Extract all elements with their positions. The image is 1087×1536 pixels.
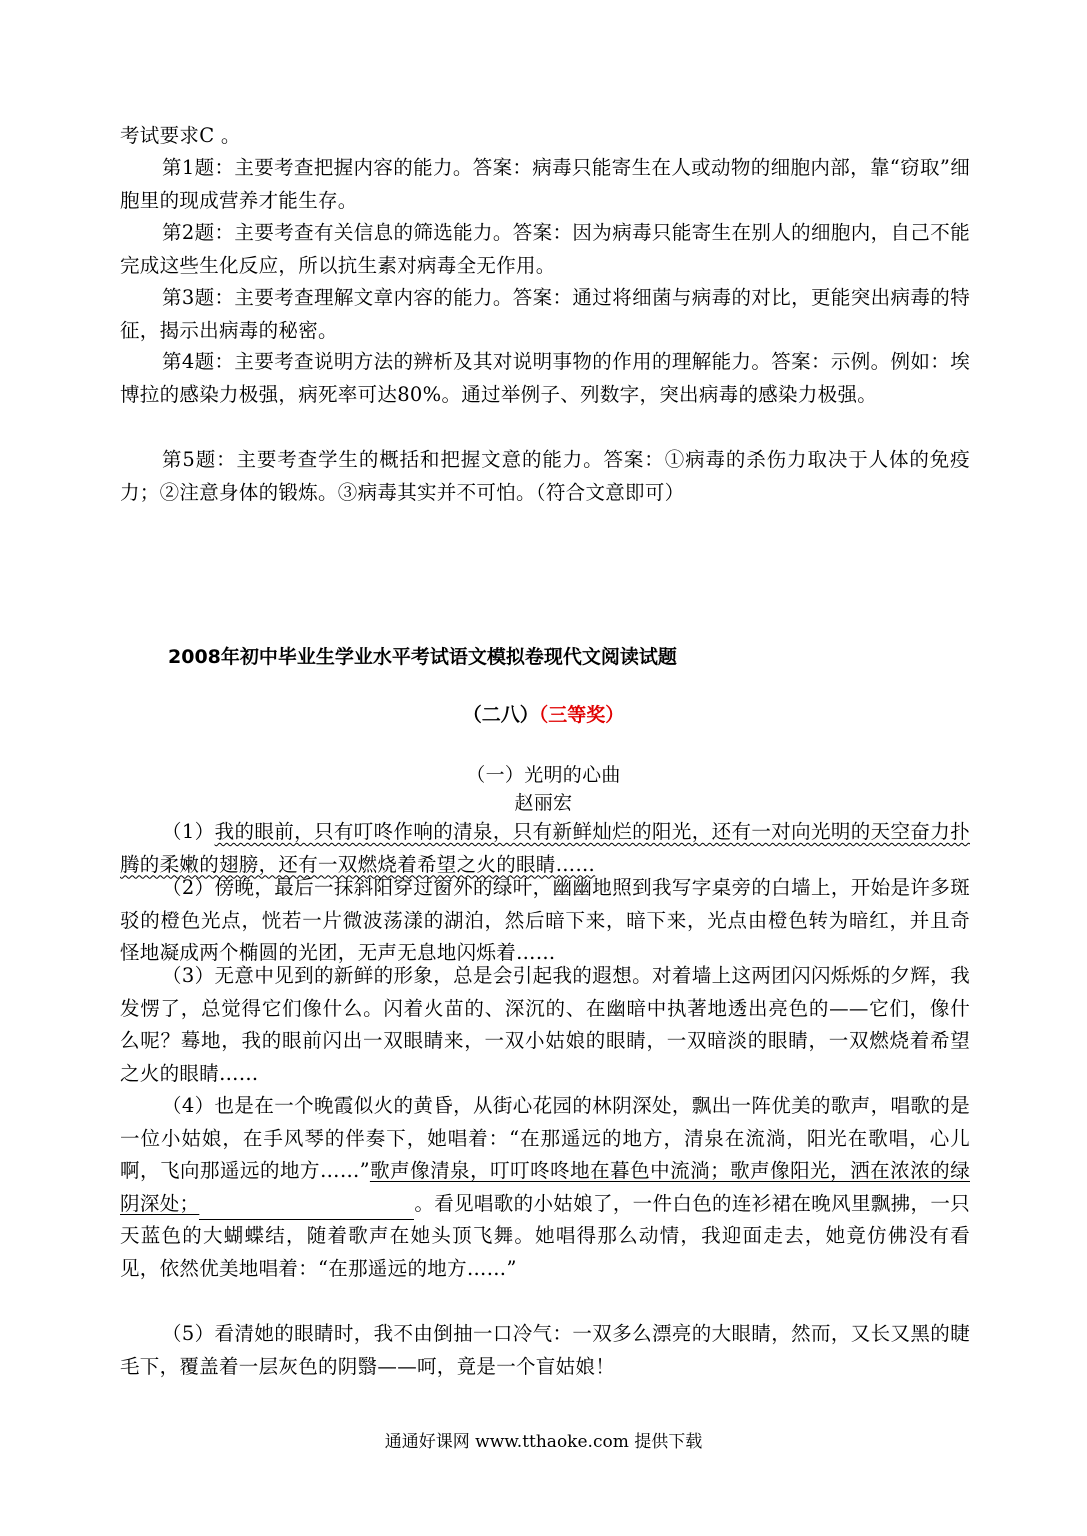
paragraph-answer-1: 第1题：主要考查把握内容的能力。答案：病毒只能寄生在人或动物的细胞内部，靠“窃取”细胞里的现成营养才能生存。 xyxy=(120,156,970,212)
wavy-underlined-text: 我的眼前，只有叮咚作响的清泉，只有新鲜灿烂的阳光，还有一对向光明的天空奋力扑腾的柔嫩的翅膀，还有一双燃烧着希望之火的眼睛…… xyxy=(120,820,970,876)
paragraph-text: 。看见唱歌的小姑娘了，一件白色的连衫裙在晚风里飘拂，一只天蓝色的大蝴蝶结，随着歌声在她头顶飞舞。她唱得那么动情，我迎面走去，她竟仿佛没有看见，依然优美地唱着：“在那遥远的地方……” xyxy=(120,1191,970,1280)
exam-title: 2008年初中毕业生学业水平考试语文模拟卷现代文阅读试题 xyxy=(168,646,677,668)
article-title: （一）光明的心曲 xyxy=(466,764,621,786)
footer-credit: 通通好课网 www.tthaoke.com 提供下载 xyxy=(384,1432,703,1452)
paragraph-answer-3: 第3题：主要考查理解文章内容的能力。答案：通过将细菌与病毒的对比，更能突出病毒的特征，揭示出病毒的秘密。 xyxy=(120,286,970,342)
exam-subtitle xyxy=(0,700,1087,727)
paragraph-exam-requirement: 考试要求C 。 xyxy=(120,124,241,147)
article-author: 赵丽宏 xyxy=(514,792,573,814)
paragraph-answer-5: 第5题：主要考查学生的概括和把握文意的能力。答案：①病毒的杀伤力取决于人体的免疫力；②注意身体的锻炼。③病毒其实并不可怕。（符合文意即可） xyxy=(120,448,970,504)
paragraph-text: （4）也是在一个晚霞似火的黄昏，从街心花园的林阴深处，飘出一阵优美的歌声，唱歌的是一位小姑娘，在手风琴的伴奏下，她唱着：“在那遥远的地方，清泉在流淌，阳光在歌唱，心儿啊，飞向那遥远的地方……” xyxy=(120,1094,970,1182)
article-paragraph-5: （5）看清她的眼睛时，我不由倒抽一口冷气：一双多么漂亮的大眼睛，然而，又长又黑的睫毛下，覆盖着一层灰色的阴翳——呵，竟是一个盲姑娘！ xyxy=(120,1322,970,1378)
paragraph-number: （1） xyxy=(162,820,215,843)
paragraph-answer-4: 第4题：主要考查说明方法的辨析及其对说明事物的作用的理解能力。答案：示例。例如：埃博拉的感染力极强，病死率可达80%。通过举例子、列数字，突出病毒的感染力极强。 xyxy=(120,350,970,406)
article-paragraph-3: （3）无意中见到的新鲜的形象，总是会引起我的遐想。对着墙上这两团闪闪烁烁的夕辉，我发愣了，总觉得它们像什么。闪着火苗的、深沉的、在幽暗中执著地透出亮色的——它们，像什么呢？蓦地，我的眼前闪出一双眼睛来，一双小姑娘的眼睛，一双暗淡的眼睛，一双燃烧着希望之火的眼睛…… xyxy=(120,964,970,1085)
solid-underlined-text: 歌声像清泉，叮叮咚咚地在暮色中流淌；歌声像阳光，洒在浓浓的绿阴深处； xyxy=(120,1159,970,1215)
fill-in-blank xyxy=(199,1197,414,1220)
section-number: （二八） xyxy=(462,704,539,726)
article-paragraph-2: （2）傍晚，最后一抹斜阳穿过窗外的绿叶，幽幽地照到我写字桌旁的白墙上，开始是许多斑驳的橙色光点，恍若一片微波荡漾的湖泊，然后暗下来，暗下来，光点由橙色转为暗红，并且奇怪地凝成两个椭圆的光团，无声无息地闪烁着…… xyxy=(120,876,970,964)
article-paragraph-4 xyxy=(120,1090,970,1285)
paragraph-answer-2: 第2题：主要考查有关信息的筛选能力。答案：因为病毒只能寄生在别人的细胞内，自己不能完成这些生化反应，所以抗生素对病毒全无作用。 xyxy=(120,221,970,277)
award-label: （三等奖） xyxy=(538,704,625,726)
